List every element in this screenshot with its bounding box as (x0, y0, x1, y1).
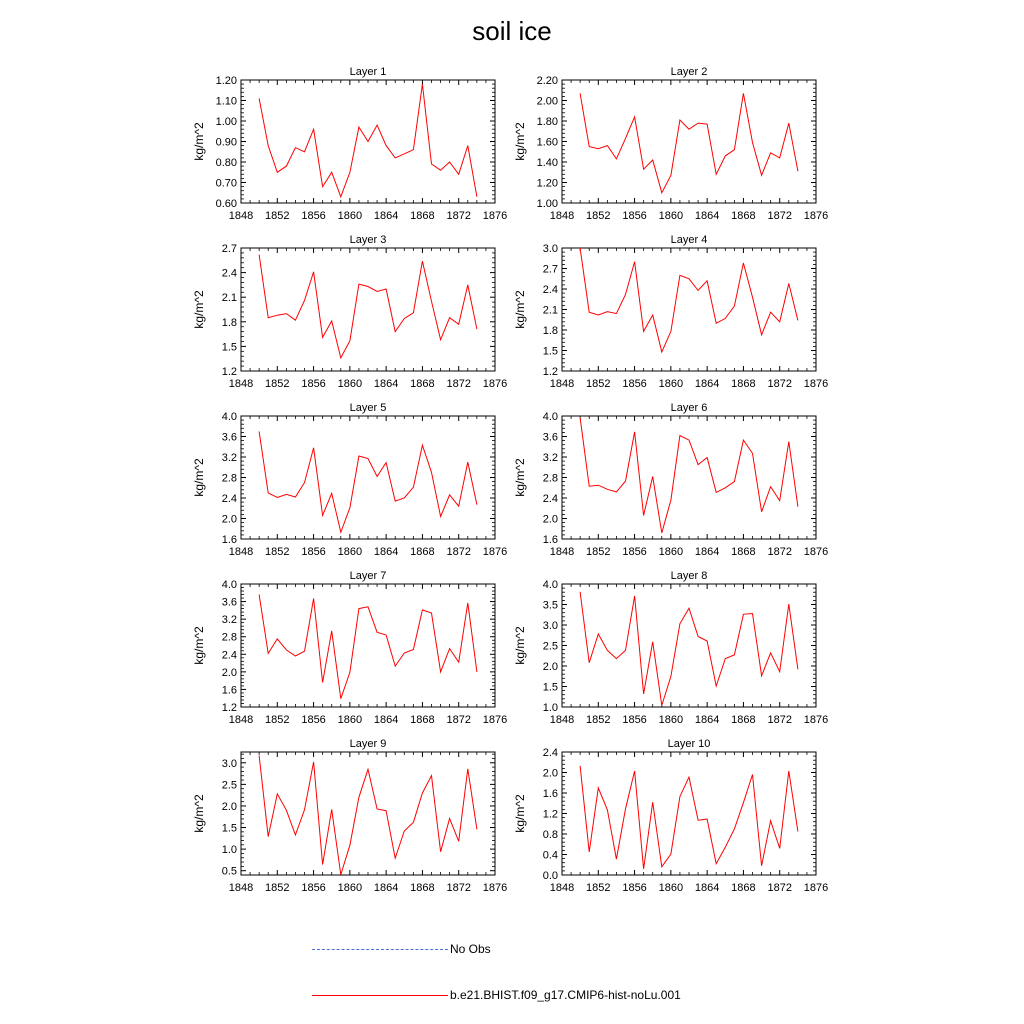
x-tick-label: 1868 (731, 210, 756, 222)
chart-panel-layer-10 (513, 738, 828, 894)
plot-frame (562, 80, 816, 203)
x-tick-label: 1876 (482, 378, 508, 390)
y-tick-label: 1.6 (221, 534, 237, 546)
plot-frame (562, 248, 816, 371)
y-tick-label: 3.6 (542, 431, 558, 444)
plot-frame (562, 584, 816, 707)
y-axis-label: kg/m^2 (192, 626, 206, 665)
x-tick-label: 1848 (228, 714, 254, 726)
x-tick-label: 1856 (622, 546, 647, 558)
x-tick-label: 1864 (694, 714, 720, 726)
x-tick-label: 1856 (301, 546, 326, 558)
y-tick-label: 2.4 (542, 284, 558, 296)
x-tick-label: 1864 (373, 378, 399, 390)
legend-label: b.e21.BHIST.f09_g17.CMIP6-hist-noLu.001 (450, 988, 681, 1002)
panel-title: Layer 5 (349, 402, 387, 414)
y-tick-label: 1.0 (221, 844, 237, 857)
x-tick-label: 1872 (446, 882, 471, 894)
x-tick-label: 1876 (803, 546, 829, 558)
x-tick-label: 1876 (803, 714, 829, 726)
x-tick-label: 1852 (265, 546, 290, 558)
y-tick-label: 2.0 (221, 800, 237, 813)
y-tick-label: 3.5 (542, 599, 558, 612)
x-tick-label: 1868 (410, 210, 435, 222)
x-tick-label: 1868 (410, 378, 435, 390)
legend-dashed-swatch (312, 949, 448, 950)
panel-title: Layer 9 (349, 738, 387, 750)
y-tick-label: 2.5 (542, 640, 558, 653)
y-tick-label: 3.0 (221, 757, 237, 770)
series-line (580, 592, 798, 706)
x-tick-label: 1868 (731, 378, 756, 390)
x-tick-label: 1872 (767, 378, 792, 390)
x-tick-label: 1860 (658, 210, 684, 222)
x-tick-label: 1852 (586, 546, 611, 558)
y-tick-label: 1.5 (221, 822, 237, 835)
x-tick-label: 1860 (658, 882, 684, 894)
x-tick-label: 1852 (586, 378, 611, 390)
y-tick-label: 3.0 (542, 243, 558, 255)
x-tick-label: 1852 (265, 882, 290, 894)
y-tick-label: 1.20 (536, 177, 558, 190)
y-tick-label: 1.10 (215, 95, 237, 108)
plot-frame (562, 752, 816, 875)
series-line (580, 766, 798, 869)
y-tick-label: 2.7 (542, 263, 558, 276)
x-tick-label: 1872 (767, 546, 792, 558)
y-tick-label: 1.2 (542, 808, 558, 821)
panel-title: Layer 7 (349, 570, 387, 582)
y-tick-label: 2.4 (542, 493, 558, 505)
plot-frame (241, 584, 495, 707)
y-axis-label: kg/m^2 (513, 122, 527, 161)
y-tick-label: 2.4 (542, 747, 558, 759)
y-tick-label: 2.1 (542, 304, 558, 317)
panel-title: Layer 8 (670, 570, 708, 582)
y-tick-label: 2.4 (221, 649, 237, 662)
x-tick-label: 1848 (228, 378, 254, 390)
x-tick-label: 1860 (658, 546, 684, 558)
x-tick-label: 1856 (301, 714, 326, 726)
y-tick-label: 2.8 (542, 472, 558, 485)
x-tick-label: 1848 (549, 210, 575, 222)
x-tick-label: 1852 (586, 210, 611, 222)
chart-panel-layer-6 (513, 402, 828, 558)
x-tick-label: 1864 (694, 378, 720, 390)
y-tick-label: 0.90 (215, 136, 237, 149)
x-tick-label: 1876 (803, 378, 829, 390)
x-tick-label: 1852 (586, 714, 611, 726)
y-tick-label: 1.20 (215, 75, 237, 87)
y-tick-label: 1.80 (536, 116, 558, 128)
y-tick-label: 0.4 (542, 849, 558, 862)
y-axis-label: kg/m^2 (192, 458, 206, 497)
x-tick-label: 1864 (373, 546, 399, 558)
y-tick-label: 1.2 (221, 366, 237, 378)
x-tick-label: 1848 (228, 210, 254, 222)
x-tick-label: 1848 (549, 378, 575, 390)
x-tick-label: 1868 (410, 546, 435, 558)
x-tick-label: 1856 (622, 210, 647, 222)
y-tick-label: 3.2 (221, 614, 237, 627)
y-axis-label: kg/m^2 (192, 122, 206, 161)
chart-title: soil ice (472, 16, 552, 46)
chart-panel-layer-3 (192, 234, 507, 390)
y-tick-label: 4.0 (221, 411, 237, 423)
x-tick-label: 1876 (482, 210, 508, 222)
x-tick-label: 1872 (767, 882, 792, 894)
x-tick-label: 1872 (446, 714, 471, 726)
panel-title: Layer 4 (670, 234, 708, 246)
series-line (580, 418, 798, 533)
x-tick-label: 1876 (803, 210, 829, 222)
chart-panel-layer-5 (192, 402, 507, 558)
series-line (259, 431, 477, 532)
y-tick-label: 0.70 (215, 177, 237, 190)
x-tick-label: 1848 (549, 714, 575, 726)
x-tick-label: 1876 (803, 882, 829, 894)
y-tick-label: 2.0 (542, 513, 558, 526)
y-tick-label: 0.0 (542, 870, 558, 882)
y-tick-label: 2.8 (221, 472, 237, 485)
plot-frame (562, 416, 816, 539)
y-tick-label: 3.6 (221, 431, 237, 444)
y-tick-label: 2.5 (221, 779, 237, 792)
x-tick-label: 1868 (410, 714, 435, 726)
x-tick-label: 1856 (301, 882, 326, 894)
y-tick-label: 1.00 (536, 198, 558, 210)
y-tick-label: 2.7 (221, 243, 237, 255)
legend-solid-swatch (312, 995, 448, 996)
chart-panel-layer-2 (513, 66, 828, 222)
series-line (259, 756, 477, 875)
x-tick-label: 1872 (767, 210, 792, 222)
y-tick-label: 2.0 (542, 661, 558, 673)
y-axis-label: kg/m^2 (192, 290, 206, 329)
y-axis-label: kg/m^2 (513, 290, 527, 329)
x-tick-label: 1860 (658, 714, 684, 726)
series-line (580, 248, 798, 352)
x-tick-label: 1864 (694, 210, 720, 222)
y-tick-label: 1.6 (542, 788, 558, 800)
x-tick-label: 1856 (622, 714, 647, 726)
y-tick-label: 1.5 (542, 681, 558, 694)
chart-panel-layer-9 (192, 738, 507, 894)
y-tick-label: 2.00 (536, 95, 558, 108)
y-tick-label: 1.2 (542, 366, 558, 378)
y-tick-label: 2.0 (221, 666, 237, 679)
plot-frame (241, 248, 495, 371)
y-tick-label: 1.2 (221, 702, 237, 714)
x-tick-label: 1852 (265, 210, 290, 222)
x-tick-label: 1868 (731, 882, 756, 894)
x-tick-label: 1860 (337, 714, 363, 726)
y-tick-label: 2.0 (542, 767, 558, 780)
y-tick-label: 2.0 (221, 513, 237, 526)
y-axis-label: kg/m^2 (513, 458, 527, 497)
x-tick-label: 1876 (482, 714, 508, 726)
y-tick-label: 2.4 (221, 493, 237, 505)
x-tick-label: 1860 (337, 882, 363, 894)
x-tick-label: 1860 (337, 546, 363, 558)
y-tick-label: 4.0 (542, 411, 558, 423)
x-tick-label: 1864 (694, 882, 720, 894)
x-tick-label: 1864 (373, 714, 399, 726)
x-tick-label: 1872 (446, 210, 471, 222)
y-tick-label: 0.80 (215, 157, 237, 169)
y-tick-label: 1.5 (221, 341, 237, 354)
x-tick-label: 1848 (549, 546, 575, 558)
x-tick-label: 1848 (549, 882, 575, 894)
legend-label: No Obs (450, 942, 491, 956)
y-axis-label: kg/m^2 (513, 626, 527, 665)
x-tick-label: 1860 (337, 210, 363, 222)
x-tick-label: 1868 (731, 714, 756, 726)
x-tick-label: 1848 (228, 546, 254, 558)
series-line (259, 595, 477, 699)
series-line (259, 84, 477, 197)
x-tick-label: 1852 (265, 714, 290, 726)
y-tick-label: 2.8 (221, 631, 237, 644)
panel-title: Layer 6 (670, 402, 708, 414)
chart-panel-layer-4 (513, 234, 828, 390)
y-axis-label: kg/m^2 (192, 794, 206, 833)
x-tick-label: 1872 (446, 378, 471, 390)
x-tick-label: 1856 (622, 882, 647, 894)
x-tick-label: 1864 (694, 546, 720, 558)
y-tick-label: 4.0 (542, 579, 558, 591)
x-tick-label: 1876 (482, 882, 508, 894)
chart-panel-layer-7 (192, 570, 507, 726)
y-tick-label: 1.6 (542, 534, 558, 546)
y-tick-label: 0.60 (215, 198, 237, 210)
y-tick-label: 1.6 (221, 684, 237, 697)
y-tick-label: 1.5 (542, 345, 558, 358)
x-tick-label: 1868 (410, 882, 435, 894)
x-tick-label: 1852 (265, 378, 290, 390)
panel-title: Layer 2 (670, 66, 708, 78)
y-tick-label: 2.1 (221, 292, 237, 305)
y-tick-label: 3.0 (542, 620, 558, 632)
x-tick-label: 1876 (482, 546, 508, 558)
panel-title: Layer 10 (667, 738, 711, 750)
y-tick-label: 1.00 (215, 116, 237, 128)
y-tick-label: 2.20 (536, 75, 558, 87)
y-tick-label: 3.2 (221, 452, 237, 464)
x-tick-label: 1864 (373, 210, 399, 222)
x-tick-label: 1852 (586, 882, 611, 894)
y-tick-label: 1.8 (542, 325, 558, 337)
y-axis-label: kg/m^2 (513, 794, 527, 833)
series-line (580, 93, 798, 193)
series-line (259, 255, 477, 358)
chart-panel-layer-1 (192, 66, 507, 222)
x-tick-label: 1864 (373, 882, 399, 894)
panel-title: Layer 3 (349, 234, 387, 246)
x-tick-label: 1868 (731, 546, 756, 558)
x-tick-label: 1856 (301, 210, 326, 222)
x-tick-label: 1856 (301, 378, 326, 390)
y-tick-label: 1.8 (221, 316, 237, 329)
y-tick-label: 0.5 (221, 865, 237, 878)
chart-panel-layer-8 (513, 570, 828, 726)
x-tick-label: 1860 (658, 378, 684, 390)
y-tick-label: 0.8 (542, 829, 558, 841)
x-tick-label: 1856 (622, 378, 647, 390)
y-tick-label: 2.4 (221, 267, 237, 280)
x-tick-label: 1848 (228, 882, 254, 894)
y-tick-label: 1.40 (536, 157, 558, 169)
x-tick-label: 1860 (337, 378, 363, 390)
plot-frame (241, 416, 495, 539)
x-tick-label: 1872 (446, 546, 471, 558)
y-tick-label: 1.60 (536, 136, 558, 149)
y-tick-label: 4.0 (221, 579, 237, 591)
y-tick-label: 3.2 (542, 452, 558, 464)
x-tick-label: 1872 (767, 714, 792, 726)
panel-title: Layer 1 (349, 66, 387, 78)
y-tick-label: 1.0 (542, 702, 558, 714)
y-tick-label: 3.6 (221, 596, 237, 609)
